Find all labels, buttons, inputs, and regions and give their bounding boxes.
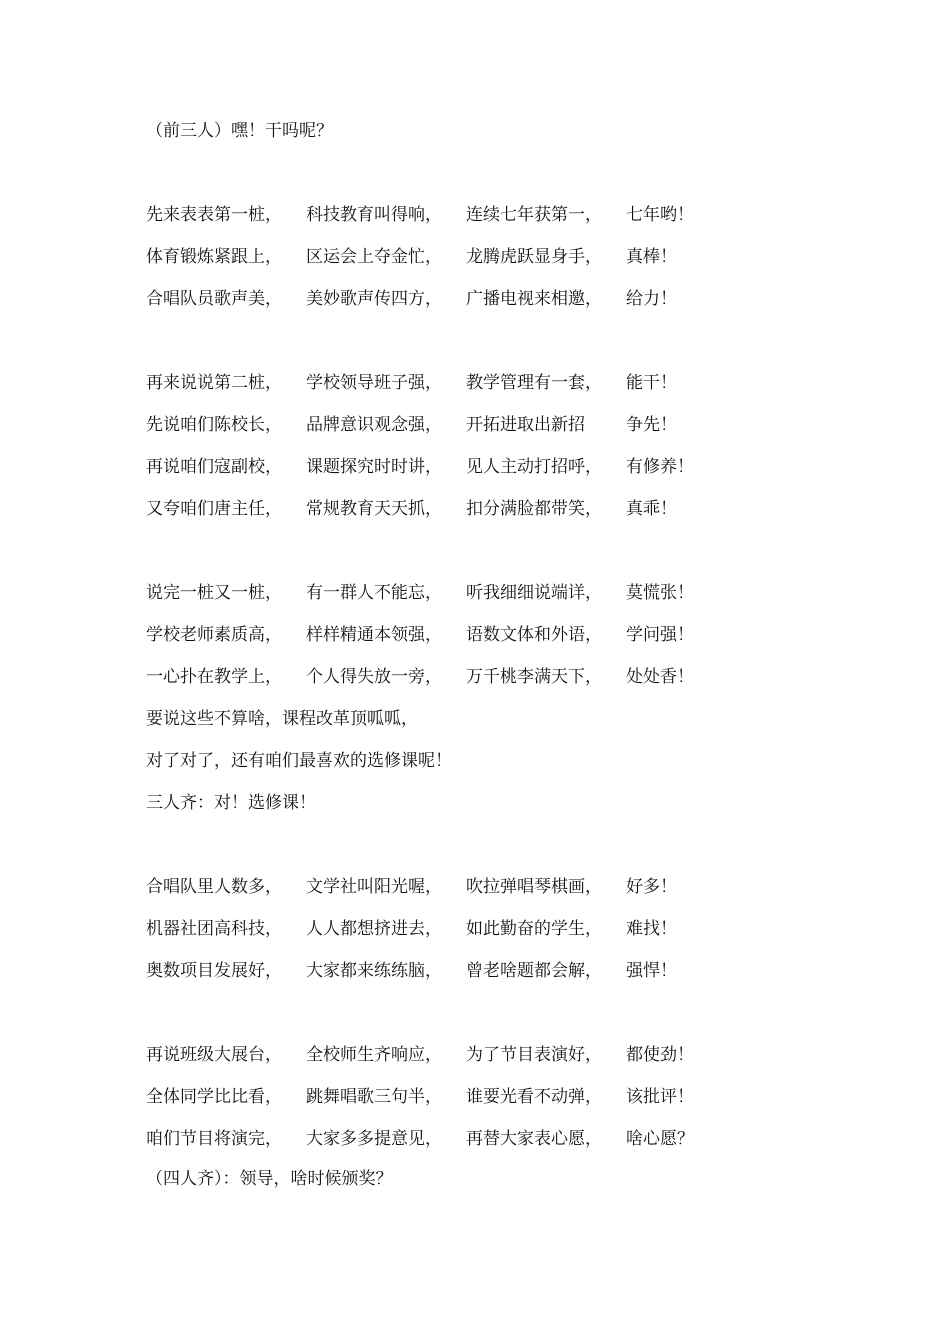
verse-phrase: 给力！ bbox=[626, 289, 677, 309]
verse-phrase: 处处香！ bbox=[626, 667, 694, 687]
verse-phrase: 跳舞唱歌三句半， bbox=[306, 1087, 442, 1107]
verse-phrase: 好多！ bbox=[626, 877, 677, 897]
verse-phrase: 文学社叫阳光喔， bbox=[306, 877, 442, 897]
verse-phrase: 全校师生齐响应， bbox=[306, 1045, 442, 1065]
verse-phrase: 啥心愿？ bbox=[626, 1129, 694, 1149]
verse-phrase: 机器社团高科技， bbox=[146, 919, 282, 939]
verse-phrase: 咱们节目将演完， bbox=[146, 1129, 282, 1149]
prose-text: 对了对了，还有咱们最喜欢的选修课呢！ bbox=[146, 751, 452, 771]
verse-phrase: 莫慌张！ bbox=[626, 583, 694, 603]
verse-phrase: 合唱队员歌声美， bbox=[146, 289, 282, 309]
verse-phrase: 难找！ bbox=[626, 919, 677, 939]
verse-phrase: 样样精通本领强， bbox=[306, 625, 442, 645]
verse-phrase: 该批评！ bbox=[626, 1087, 694, 1107]
verse-phrase: 再说咱们寇副校， bbox=[146, 457, 282, 477]
verse-phrase: 真棒！ bbox=[626, 247, 677, 267]
verse-phrase: 再来说说第二桩， bbox=[146, 373, 282, 393]
verse-phrase: 再说班级大展台， bbox=[146, 1045, 282, 1065]
verse-phrase: 大家多多提意见， bbox=[306, 1129, 442, 1149]
intro-text: （前三人）嘿！干吗呢？ bbox=[146, 121, 333, 141]
verse-phrase: 曾老啥题都会解， bbox=[466, 961, 602, 981]
verse-phrase: 如此勤奋的学生， bbox=[466, 919, 602, 939]
verse-phrase: 课题探究时时讲， bbox=[306, 457, 442, 477]
verse-phrase: 说完一桩又一桩， bbox=[146, 583, 282, 603]
verse-phrase: 有一群人不能忘， bbox=[306, 583, 442, 603]
verse-phrase: 合唱队里人数多， bbox=[146, 877, 282, 897]
verse-phrase: 科技教育叫得响， bbox=[306, 205, 442, 225]
verse-phrase: 人人都想挤进去， bbox=[306, 919, 442, 939]
verse-phrase: 能干！ bbox=[626, 373, 677, 393]
verse-phrase: 龙腾虎跃显身手， bbox=[466, 247, 602, 267]
verse-phrase: 先来表表第一桩， bbox=[146, 205, 282, 225]
verse-phrase: 美妙歌声传四方， bbox=[306, 289, 442, 309]
verse-phrase: 都使劲！ bbox=[626, 1045, 694, 1065]
closing-text: （四人齐）：领导，啥时候颁奖？ bbox=[146, 1169, 393, 1189]
verse-phrase: 万千桃李满天下， bbox=[466, 667, 602, 687]
verse-phrase: 有修养！ bbox=[626, 457, 694, 477]
verse-phrase: 个人得失放一旁， bbox=[306, 667, 442, 687]
verse-phrase: 区运会上夺金忙， bbox=[306, 247, 442, 267]
verse-phrase: 学问强！ bbox=[626, 625, 694, 645]
verse-phrase: 听我细细说端详， bbox=[466, 583, 602, 603]
verse-phrase: 学校领导班子强， bbox=[306, 373, 442, 393]
verse-phrase: 教学管理有一套， bbox=[466, 373, 602, 393]
verse-phrase: 谁要光看不动弹， bbox=[466, 1087, 602, 1107]
verse-phrase: 广播电视来相邀， bbox=[466, 289, 602, 309]
verse-phrase: 语数文体和外语， bbox=[466, 625, 602, 645]
verse-phrase: 学校老师素质高， bbox=[146, 625, 282, 645]
verse-phrase: 再替大家表心愿， bbox=[466, 1129, 602, 1149]
verse-phrase: 全体同学比比看， bbox=[146, 1087, 282, 1107]
verse-phrase: 真乖！ bbox=[626, 499, 677, 519]
verse-phrase: 开拓进取出新招 bbox=[466, 415, 585, 435]
prose-text: 三人齐：对！选修课！ bbox=[146, 793, 316, 813]
verse-phrase: 品牌意识观念强， bbox=[306, 415, 442, 435]
verse-phrase: 大家都来练练脑， bbox=[306, 961, 442, 981]
verse-phrase: 强悍！ bbox=[626, 961, 677, 981]
verse-phrase: 先说咱们陈校长， bbox=[146, 415, 282, 435]
verse-phrase: 为了节目表演好， bbox=[466, 1045, 602, 1065]
verse-phrase: 七年哟！ bbox=[626, 205, 694, 225]
verse-phrase: 又夸咱们唐主任， bbox=[146, 499, 282, 519]
verse-phrase: 奥数项目发展好， bbox=[146, 961, 282, 981]
verse-phrase: 体育锻炼紧跟上， bbox=[146, 247, 282, 267]
verse-phrase: 吹拉弹唱琴棋画， bbox=[466, 877, 602, 897]
verse-phrase: 常规教育天天抓， bbox=[306, 499, 442, 519]
verse-phrase: 扣分满脸都带笑， bbox=[466, 499, 602, 519]
verse-phrase: 争先！ bbox=[626, 415, 677, 435]
verse-phrase: 一心扑在教学上， bbox=[146, 667, 282, 687]
prose-text: 要说这些不算啥，课程改革顶呱呱， bbox=[146, 709, 418, 729]
verse-phrase: 见人主动打招呼， bbox=[466, 457, 602, 477]
verse-phrase: 连续七年获第一， bbox=[466, 205, 602, 225]
